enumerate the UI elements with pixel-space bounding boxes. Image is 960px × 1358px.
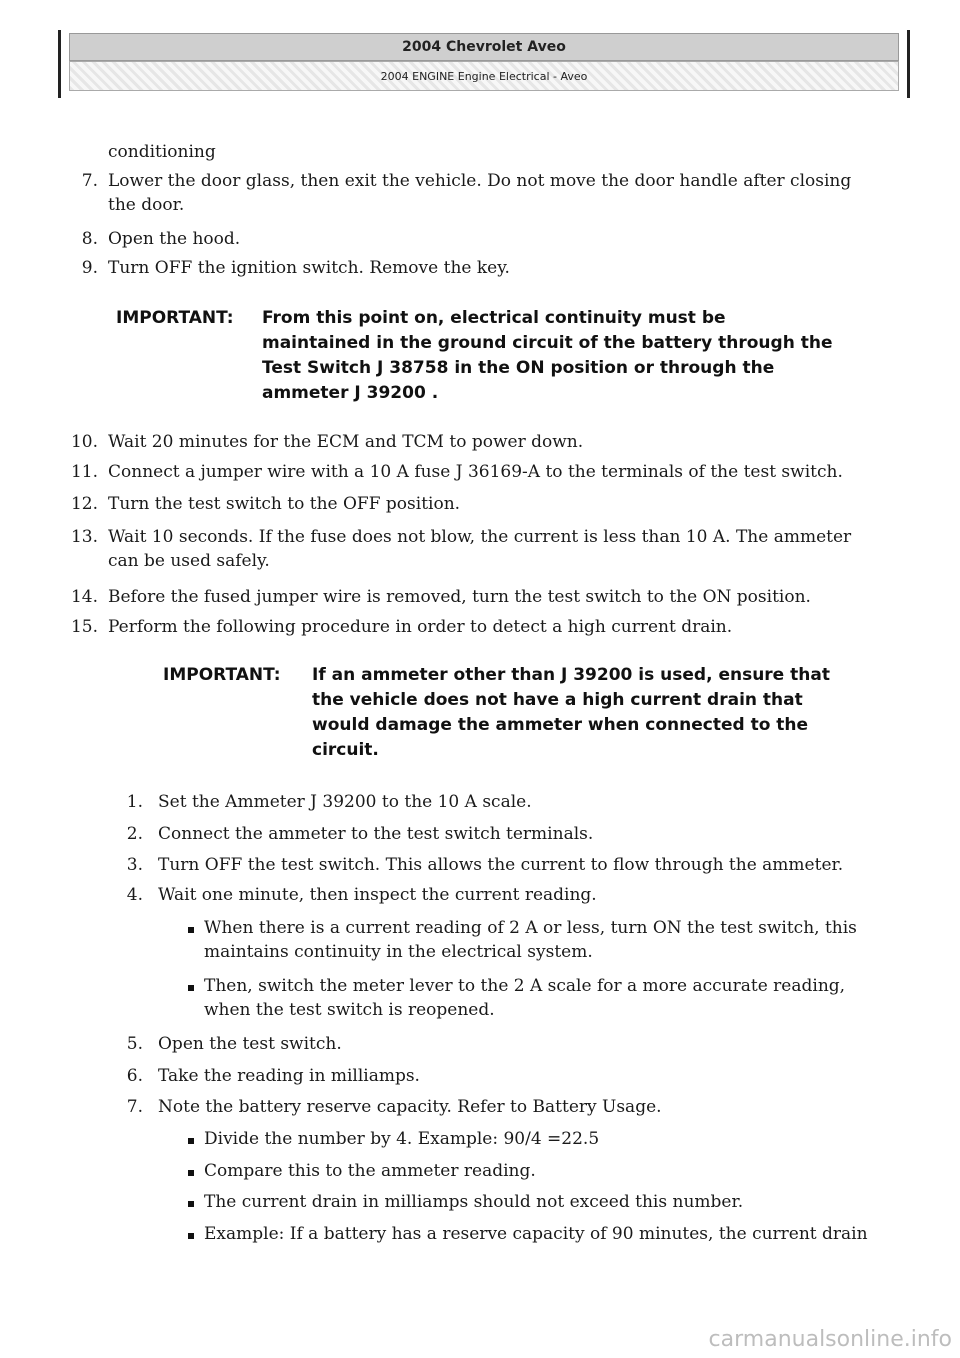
substep-text: Note the battery reserve capacity. Refer to Battery Usage. [158, 1097, 662, 1117]
bullet-text: The current drain in milliamps should not exceed this number. [204, 1192, 744, 1212]
header-title: 2004 Chevrolet Aveo [69, 33, 899, 61]
bullet-marker [188, 1138, 194, 1144]
step-text: can be used safely. [108, 551, 270, 571]
bullet-text: maintains continuity in the electrical system. [204, 942, 593, 962]
header-subtitle: 2004 ENGINE Engine Electrical - Aveo [69, 61, 899, 91]
substep-number: 1. [126, 792, 143, 812]
step-number: 15. [70, 617, 98, 637]
step-number: 9. [81, 258, 98, 278]
step-number: 13. [70, 527, 98, 547]
step-number: 11. [70, 462, 98, 482]
step-number: 10. [70, 432, 98, 452]
step-text: Connect a jumper wire with a 10 A fuse J 36169-A to the terminals of the test switch. [108, 462, 843, 482]
substep-number: 7. [126, 1097, 143, 1117]
step-number: 12. [70, 494, 98, 514]
step-text: Perform the following procedure in order to detect a high current drain. [108, 617, 733, 637]
bullet-text: When there is a current reading of 2 A or less, turn ON the test switch, this [204, 918, 857, 938]
important-text: Test Switch J 38758 in the ON position or through the [262, 358, 775, 378]
important-label: IMPORTANT: [116, 308, 234, 328]
bullet-text: Divide the number by 4. Example: 90/4 =22.5 [204, 1129, 600, 1149]
substep-number: 2. [126, 824, 143, 844]
bullet-marker [188, 1170, 194, 1176]
step-text: the door. [108, 195, 185, 215]
substep-number: 4. [126, 885, 143, 905]
step-text: Turn the test switch to the OFF position. [108, 494, 461, 514]
step-text: Wait 20 minutes for the ECM and TCM to power down. [108, 432, 584, 452]
substep-number: 6. [126, 1066, 143, 1086]
step-text: Before the fused jumper wire is removed, turn the test switch to the ON position. [108, 587, 811, 607]
step-text: Lower the door glass, then exit the vehicle. Do not move the door handle after closing [108, 171, 852, 191]
bullet-marker [188, 985, 194, 991]
step-number: 14. [70, 587, 98, 607]
important-label: IMPORTANT: [163, 665, 281, 685]
step-number: 7. [81, 171, 98, 191]
important-text: would damage the ammeter when connected to the [312, 715, 809, 735]
important-text: From this point on, electrical continuity must be [262, 308, 726, 328]
substep-text: Turn OFF the test switch. This allows the current to flow through the ammeter. [158, 855, 844, 875]
bullet-marker [188, 927, 194, 933]
bullet-text: when the test switch is reopened. [204, 1000, 495, 1020]
bullet-text: Example: If a battery has a reserve capacity of 90 minutes, the current drain [204, 1224, 868, 1244]
step-text: Wait 10 seconds. If the fuse does not blow, the current is less than 10 A. The ammeter [108, 527, 852, 547]
step-text: Open the hood. [108, 229, 241, 249]
substep-number: 5. [126, 1034, 143, 1054]
substep-number: 3. [126, 855, 143, 875]
important-text: maintained in the ground circuit of the battery through the [262, 333, 833, 353]
important-text: circuit. [312, 740, 379, 760]
substep-text: Set the Ammeter J 39200 to the 10 A scale. [158, 792, 532, 812]
substep-text: Take the reading in milliamps. [158, 1066, 420, 1086]
bullet-marker [188, 1233, 194, 1239]
substep-text: Wait one minute, then inspect the current reading. [158, 885, 597, 905]
page-header [58, 30, 910, 98]
step-text: Turn OFF the ignition switch. Remove the key. [108, 258, 510, 278]
step-number: 8. [81, 229, 98, 249]
important-text: ammeter J 39200 . [262, 383, 439, 403]
important-text: If an ammeter other than J 39200 is used, ensure that [312, 665, 830, 685]
bullet-text: Compare this to the ammeter reading. [204, 1161, 536, 1181]
substep-text: Connect the ammeter to the test switch terminals. [158, 824, 594, 844]
watermark-footer[interactable]: carmanualsonline.info [708, 1327, 952, 1352]
bullet-marker [188, 1201, 194, 1207]
step-text: conditioning [108, 142, 216, 162]
substep-text: Open the test switch. [158, 1034, 342, 1054]
important-text: the vehicle does not have a high current drain that [312, 690, 803, 710]
bullet-text: Then, switch the meter lever to the 2 A scale for a more accurate reading, [204, 976, 846, 996]
